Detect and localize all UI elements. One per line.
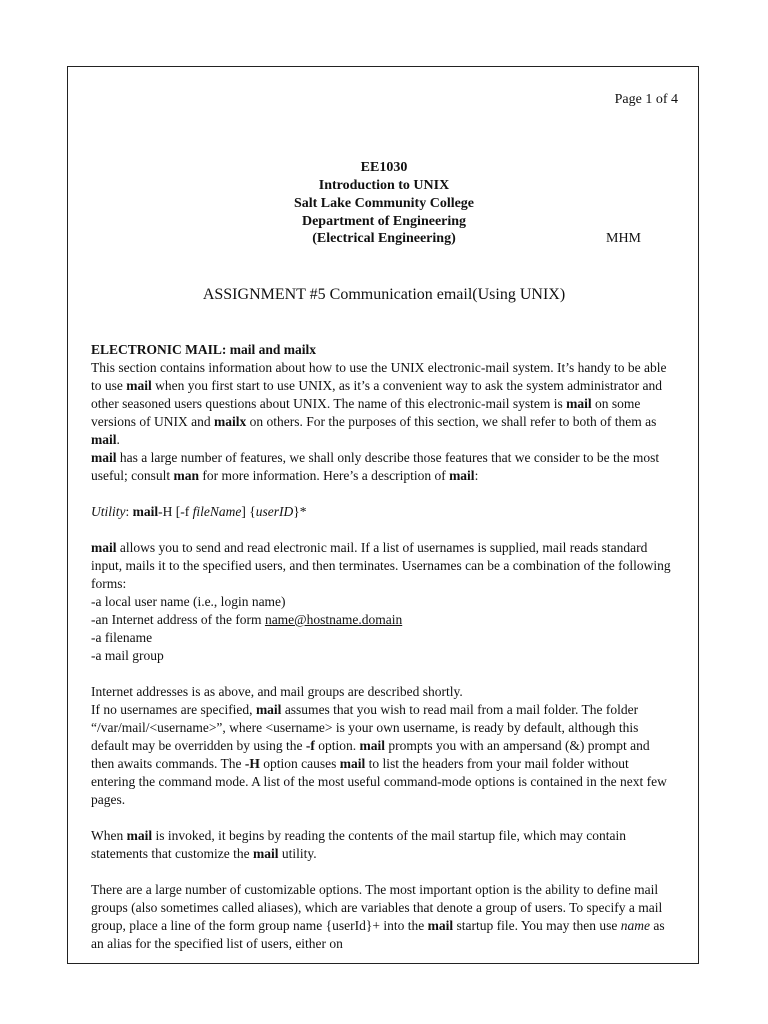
paragraph-addresses: Internet addresses is as above, and mail groups are described shortly. <box>91 684 463 699</box>
list-item: -an Internet address of the form name@hostname.domain <box>91 612 403 627</box>
document-body <box>91 341 671 953</box>
paragraph-intro: This section contains information about how to use the UNIX electronic-mail system. It’s handy to be able to use mail when you first start to use UNIX, as it’s a convenient way to ask the system administrator and other seasoned users questions about UNIX. The name of this electronic-mail system is mail on some versions of UNIX and mailx on others. For the purposes of this section, we shall refer to both of them as mail. <box>91 360 667 447</box>
paragraph-features: mail has a large number of features, we shall only describe those features that we consider to be the most useful; consult man for more information. Here’s a description of mail: <box>91 450 660 483</box>
page-number: Page 1 of 4 <box>614 92 678 107</box>
list-item: -a filename <box>91 630 153 645</box>
division-name: (Electrical Engineering) <box>312 231 456 246</box>
address-example-link[interactable]: name@hostname.domain <box>264 612 403 627</box>
paragraph-description: mail allows you to send and read electronic mail. If a list of usernames is supplied, mail reads standard input, mails it to the specified users, and then terminates. Usernames can be a combination of the following forms: <box>91 540 671 591</box>
paragraph-startup: When mail is invoked, it begins by reading the contents of the mail startup file, which may contain statements that customize the mail utility. <box>91 828 627 861</box>
course-subject: Introduction to UNIX <box>318 178 450 193</box>
paragraph-reading: If no usernames are specified, mail assumes that you wish to read mail from a mail folder. The folder “/var/mail/<username>”, where <username> is your own username, is ready by default, although this default may be overridden by using the -f option. mail prompts you with an ampersand (&) prompt and then awaits commands. The -H option causes mail to list the headers from your mail folder without entering the command mode. A list of the most useful command-mode options is contained in the next few pages. <box>91 702 667 807</box>
list-item: -a local user name (i.e., login name) <box>91 594 286 609</box>
section-heading: ELECTRONIC MAIL: mail and mailx <box>91 342 317 357</box>
utility-syntax: Utility: mail-H [-f fileName] {userID}* <box>91 504 307 519</box>
college-name: Salt Lake Community College <box>293 196 475 211</box>
author-initials: MHM <box>606 231 642 246</box>
paragraph-options: There are a large number of customizable options. The most important option is the ability to define mail groups (also sometimes called aliases), which are variables that denote a group of users. To specify a mail group, place a line of the form group name {userId}+ into the mail startup file. You may then use name as an alias for the specified list of users, either on <box>91 882 665 951</box>
course-code: EE1030 <box>360 160 408 175</box>
assignment-title: ASSIGNMENT #5 Communication email(Using UNIX) <box>202 286 566 303</box>
department-name: Department of Engineering <box>301 214 467 229</box>
list-item: -a mail group <box>91 648 164 663</box>
